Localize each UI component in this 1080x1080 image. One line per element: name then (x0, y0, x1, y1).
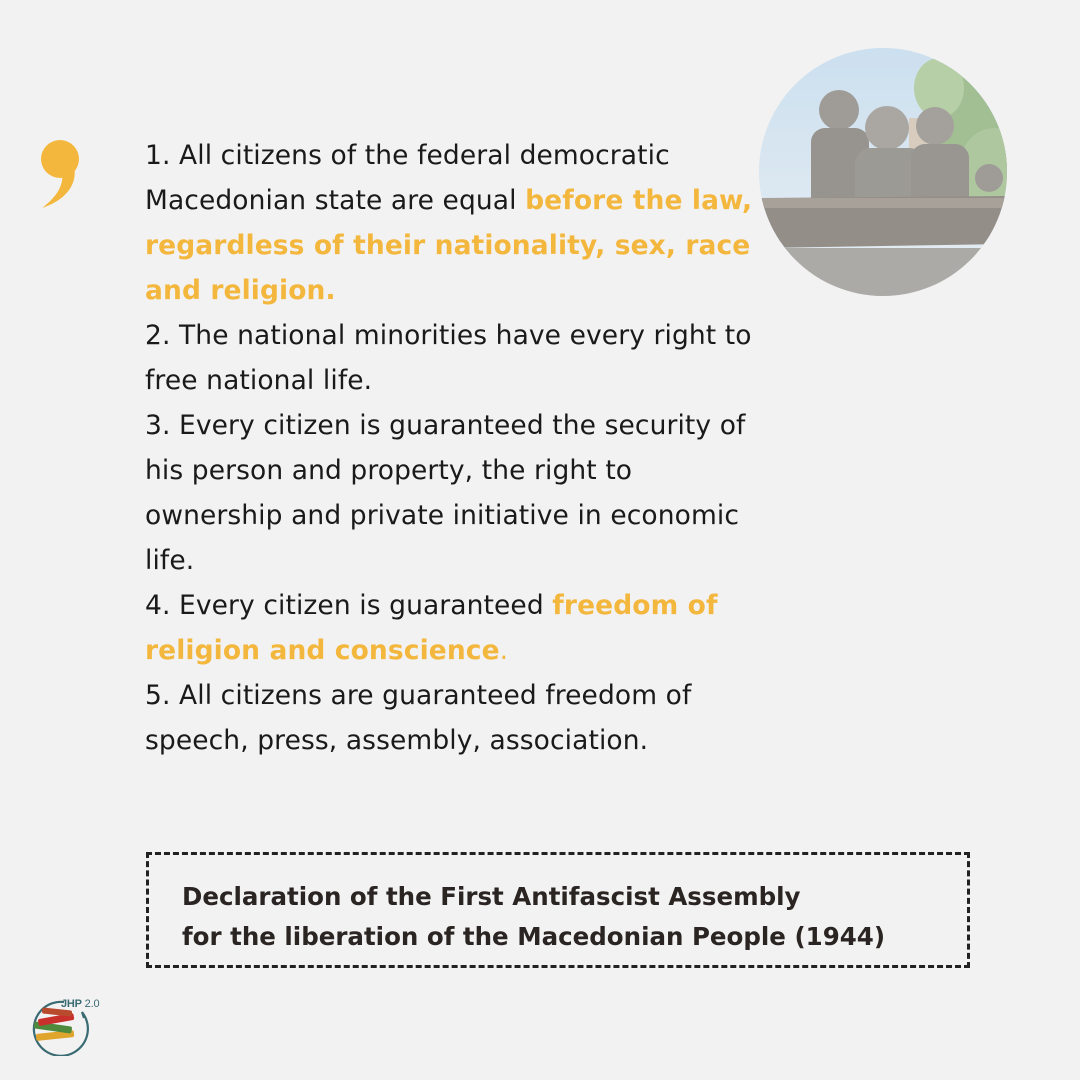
plain-text: . (499, 635, 509, 666)
declaration-item-3 (145, 403, 770, 583)
declaration-text (145, 133, 770, 763)
declaration-item-1 (145, 133, 770, 313)
quote-icon (38, 138, 82, 210)
caption-line-2: for the liberation of the Macedonian People (1944) (182, 922, 886, 951)
highlighted-text: freedom of religion and conscience (145, 590, 718, 666)
logo-label (61, 998, 99, 1010)
plain-text: 2. The national minorities have every right to free national life. (145, 320, 752, 396)
logo-name: JHP (61, 998, 82, 1010)
plain-text: 1. All citizens of the federal democratic Macedonian state are equal (145, 140, 670, 216)
caption-box (146, 852, 970, 968)
caption-line-1: Declaration of the First Antifascist Assembly (182, 882, 801, 911)
logo-version: 2.0 (84, 998, 100, 1010)
monument-photo (759, 48, 1007, 296)
plain-text: 5. All citizens are guaranteed freedom of speech, press, assembly, association. (145, 680, 692, 756)
declaration-item-5 (145, 673, 770, 763)
highlighted-text: before the law, regardless of their nationality, sex, race and religion. (145, 185, 753, 306)
plain-text: 3. Every citizen is guaranteed the security of his person and property, the right to ownership and private initiative in economic life. (145, 410, 746, 576)
declaration-item-2 (145, 313, 770, 403)
plain-text: 4. Every citizen is guaranteed (145, 590, 553, 621)
caption-text (182, 877, 885, 957)
declaration-item-4 (145, 583, 770, 673)
